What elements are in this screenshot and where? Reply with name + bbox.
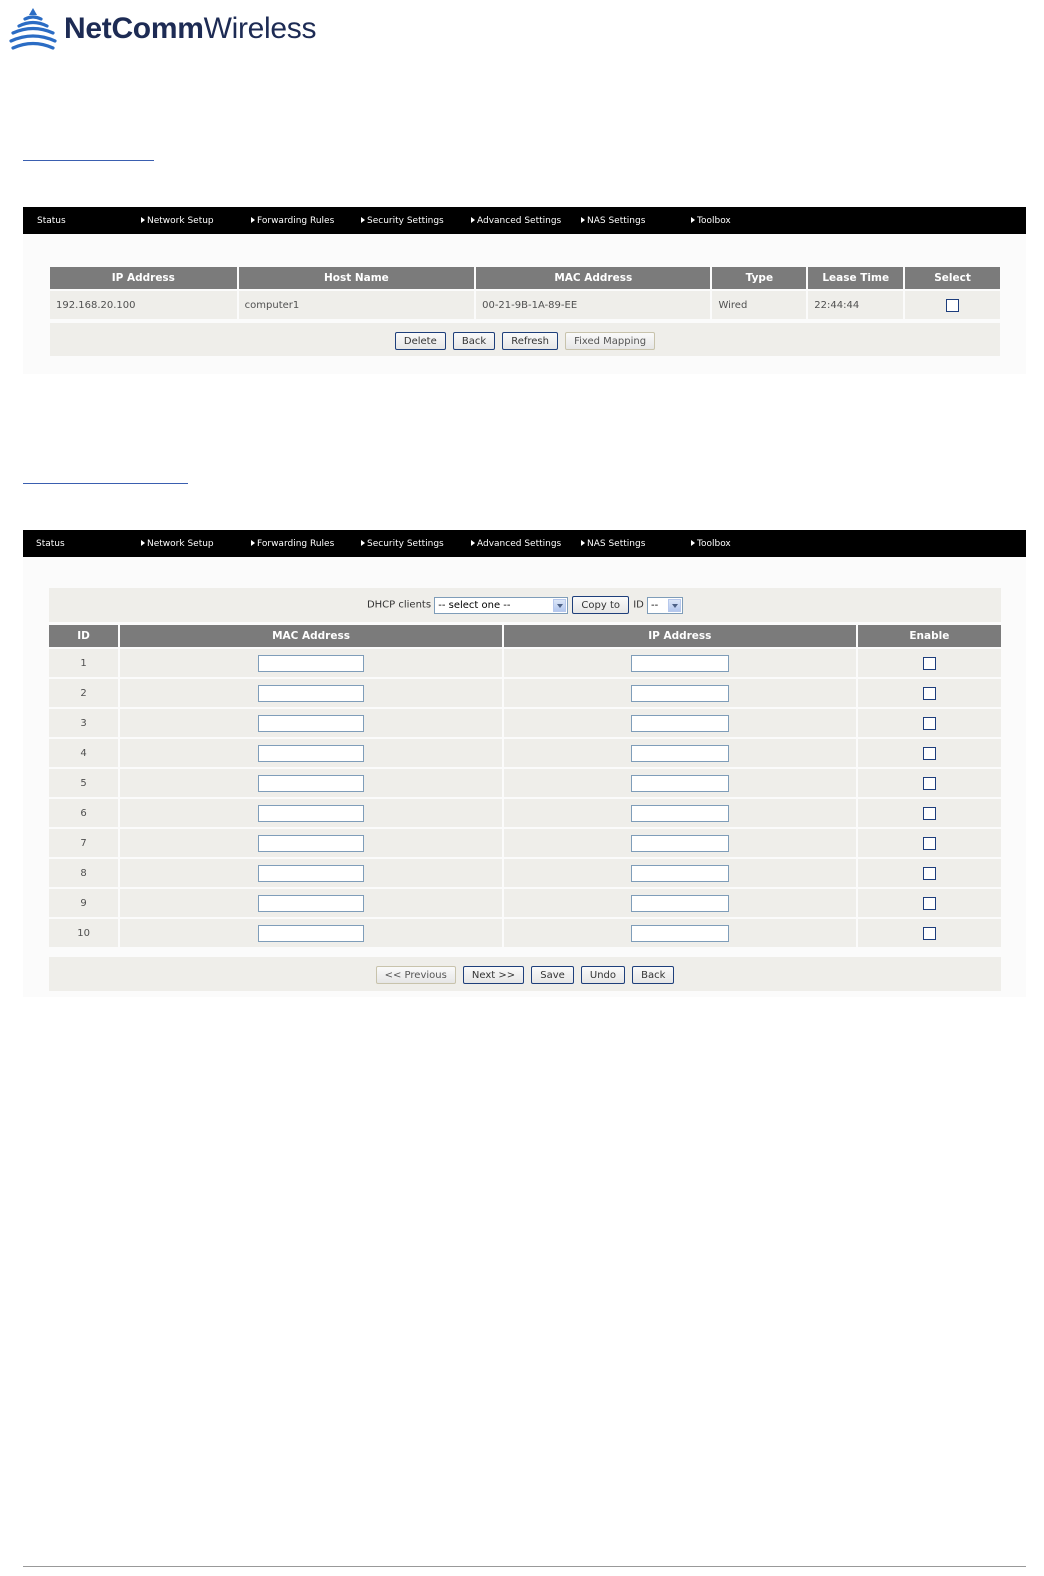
nav-label: NAS Settings [587,539,646,549]
dhcp-clients-select[interactable] [434,597,568,614]
logo-text-light: Wireless [203,12,317,45]
table-row [49,739,1001,767]
nav-forwarding-rules[interactable] [251,539,334,549]
top-nav-bar [23,207,1026,234]
cell-ip [504,829,856,857]
nav-status[interactable]: Status [36,539,65,549]
arrow-right-icon [691,540,695,546]
arrow-right-icon [361,540,365,546]
nav-advanced-settings[interactable] [471,539,561,549]
arrow-right-icon [581,540,585,546]
chevron-down-icon [553,599,566,612]
nav-label: NAS Settings [587,216,646,226]
back-button[interactable]: Back [453,332,495,350]
cell-enable [858,739,1001,767]
table-header-row [49,625,1001,647]
cell-id: 7 [49,829,118,857]
enable-checkbox[interactable] [923,747,936,760]
mac-address-input[interactable] [258,895,364,912]
dhcp-client-selector-row [49,588,1001,622]
column-header-select: Select [905,267,1000,289]
nav-label: Advanced Settings [477,539,562,549]
ip-address-input[interactable] [631,685,729,702]
cell-id: 6 [49,799,118,827]
cell-ip [504,769,856,797]
cell-id: 1 [49,649,118,677]
dhcp-table-button-row [50,323,1000,356]
previous-button[interactable]: << Previous [376,966,456,984]
delete-button[interactable]: Delete [395,332,446,350]
mac-address-input[interactable] [258,805,364,822]
cell-mac-address: 00-21-9B-1A-89-EE [476,291,710,319]
cell-mac [120,649,502,677]
column-header-ip-address: IP Address [504,625,856,647]
cell-id: 10 [49,919,118,947]
arrow-right-icon [251,217,255,223]
cell-enable [858,829,1001,857]
column-header-lease-time: Lease Time [808,267,903,289]
arrow-right-icon [141,217,145,223]
id-label: ID [633,599,644,611]
cell-enable [858,709,1001,737]
cell-mac [120,919,502,947]
ip-address-input[interactable] [631,805,729,822]
id-select[interactable] [647,597,683,614]
table-row [49,829,1001,857]
nav-toolbox[interactable] [691,216,731,226]
cell-enable [858,859,1001,887]
column-header-mac-address: MAC Address [476,267,710,289]
cell-ip [504,919,856,947]
select-value: -- select one -- [438,599,511,611]
save-button[interactable]: Save [531,966,574,984]
enable-checkbox[interactable] [923,837,936,850]
cell-mac [120,859,502,887]
netcomm-logo [8,6,348,52]
nav-network-setup[interactable] [141,539,214,549]
nav-label: Toolbox [697,216,731,226]
ip-address-input[interactable] [631,775,729,792]
nav-network-setup[interactable] [141,216,214,226]
arrow-right-icon [361,217,365,223]
cell-ip [504,859,856,887]
table-row [49,859,1001,887]
section-heading-underline [23,160,154,161]
cell-id: 4 [49,739,118,767]
nav-label: Toolbox [697,539,731,549]
chevron-down-icon [668,599,681,612]
table-row [49,889,1001,917]
nav-forwarding-rules[interactable] [251,216,334,226]
mac-address-input[interactable] [258,745,364,762]
cell-mac [120,739,502,767]
ip-address-input[interactable] [631,865,729,882]
arrow-right-icon [471,217,475,223]
mac-address-input[interactable] [258,655,364,672]
nav-nas-settings[interactable] [581,216,645,226]
mac-address-input[interactable] [258,925,364,942]
ip-address-input[interactable] [631,925,729,942]
fixed-mapping-table [47,623,1003,949]
cell-ip-address: 192.168.20.100 [50,291,237,319]
cell-select [905,291,1000,319]
cell-lease-time: 22:44:44 [808,291,903,319]
enable-checkbox[interactable] [923,927,936,940]
cell-host-name: computer1 [239,291,474,319]
enable-checkbox[interactable] [923,867,936,880]
cell-type: Wired [712,291,806,319]
ip-address-input[interactable] [631,715,729,732]
cell-mac [120,889,502,917]
enable-checkbox[interactable] [923,717,936,730]
column-header-ip-address: IP Address [50,267,237,289]
nav-label: Forwarding Rules [257,539,335,549]
column-header-host-name: Host Name [239,267,474,289]
fixed-mapping-button[interactable]: Fixed Mapping [565,332,655,350]
column-header-type: Type [712,267,806,289]
cell-enable [858,919,1001,947]
cell-mac [120,679,502,707]
mac-address-input[interactable] [258,865,364,882]
dhcp-client-table [48,265,1002,321]
table-row [49,799,1001,827]
logo-text-bold: NetComm [64,12,204,45]
cell-ip [504,889,856,917]
cell-mac [120,829,502,857]
cell-ip [504,739,856,767]
cell-enable [858,679,1001,707]
nav-nas-settings[interactable] [581,539,645,549]
cell-ip [504,709,856,737]
cell-enable [858,769,1001,797]
table-row [50,291,1000,319]
nav-label: Forwarding Rules [257,216,335,226]
cell-id: 2 [49,679,118,707]
mac-address-input[interactable] [258,685,364,702]
nav-status[interactable]: Status [37,216,66,226]
table-row [49,649,1001,677]
next-button[interactable]: Next >> [463,966,524,984]
table-row [49,679,1001,707]
enable-checkbox[interactable] [923,807,936,820]
ip-address-input[interactable] [631,745,729,762]
cell-mac [120,709,502,737]
cell-enable [858,799,1001,827]
arrow-right-icon [251,540,255,546]
mac-address-input[interactable] [258,835,364,852]
mac-address-input[interactable] [258,775,364,792]
arrow-right-icon [141,540,145,546]
nav-label: Network Setup [147,539,214,549]
ip-address-input[interactable] [631,895,729,912]
arrow-right-icon [581,217,585,223]
nav-label: Security Settings [367,539,444,549]
enable-checkbox[interactable] [923,777,936,790]
top-nav-bar [23,530,1026,557]
ip-address-input[interactable] [631,655,729,672]
mac-address-input[interactable] [258,715,364,732]
nav-toolbox[interactable] [691,539,731,549]
select-checkbox[interactable] [946,299,959,312]
column-header-mac-address: MAC Address [120,625,502,647]
table-row [49,919,1001,947]
cell-enable [858,649,1001,677]
cell-enable [858,889,1001,917]
enable-checkbox[interactable] [923,657,936,670]
arrow-right-icon [691,217,695,223]
dhcp-clients-label: DHCP clients [366,599,432,611]
cell-ip [504,649,856,677]
cell-ip [504,799,856,827]
cell-id: 3 [49,709,118,737]
column-header-enable: Enable [858,625,1001,647]
undo-button[interactable]: Undo [581,966,625,984]
page-footer-divider [23,1566,1026,1567]
refresh-button[interactable]: Refresh [502,332,558,350]
select-value: -- [651,599,659,611]
nav-label: Network Setup [147,216,214,226]
cell-mac [120,799,502,827]
cell-mac [120,769,502,797]
copy-to-button[interactable]: Copy to [572,596,629,614]
nav-label: Security Settings [367,216,444,226]
table-header-row [50,267,1000,289]
column-header-id: ID [49,625,118,647]
nav-advanced-settings[interactable] [471,216,561,226]
cell-id: 5 [49,769,118,797]
cell-id: 9 [49,889,118,917]
section-heading-underline [23,483,188,484]
back-button[interactable]: Back [632,966,674,984]
nav-security-settings[interactable] [361,216,444,226]
wifi-logo-icon [8,6,58,52]
cell-id: 8 [49,859,118,887]
table-row [49,769,1001,797]
enable-checkbox[interactable] [923,687,936,700]
fixed-mapping-button-row [49,957,1001,991]
ip-address-input[interactable] [631,835,729,852]
cell-ip [504,679,856,707]
logo-wordmark [64,12,316,46]
arrow-right-icon [471,540,475,546]
nav-security-settings[interactable] [361,539,444,549]
nav-label: Advanced Settings [477,216,562,226]
table-row [49,709,1001,737]
enable-checkbox[interactable] [923,897,936,910]
